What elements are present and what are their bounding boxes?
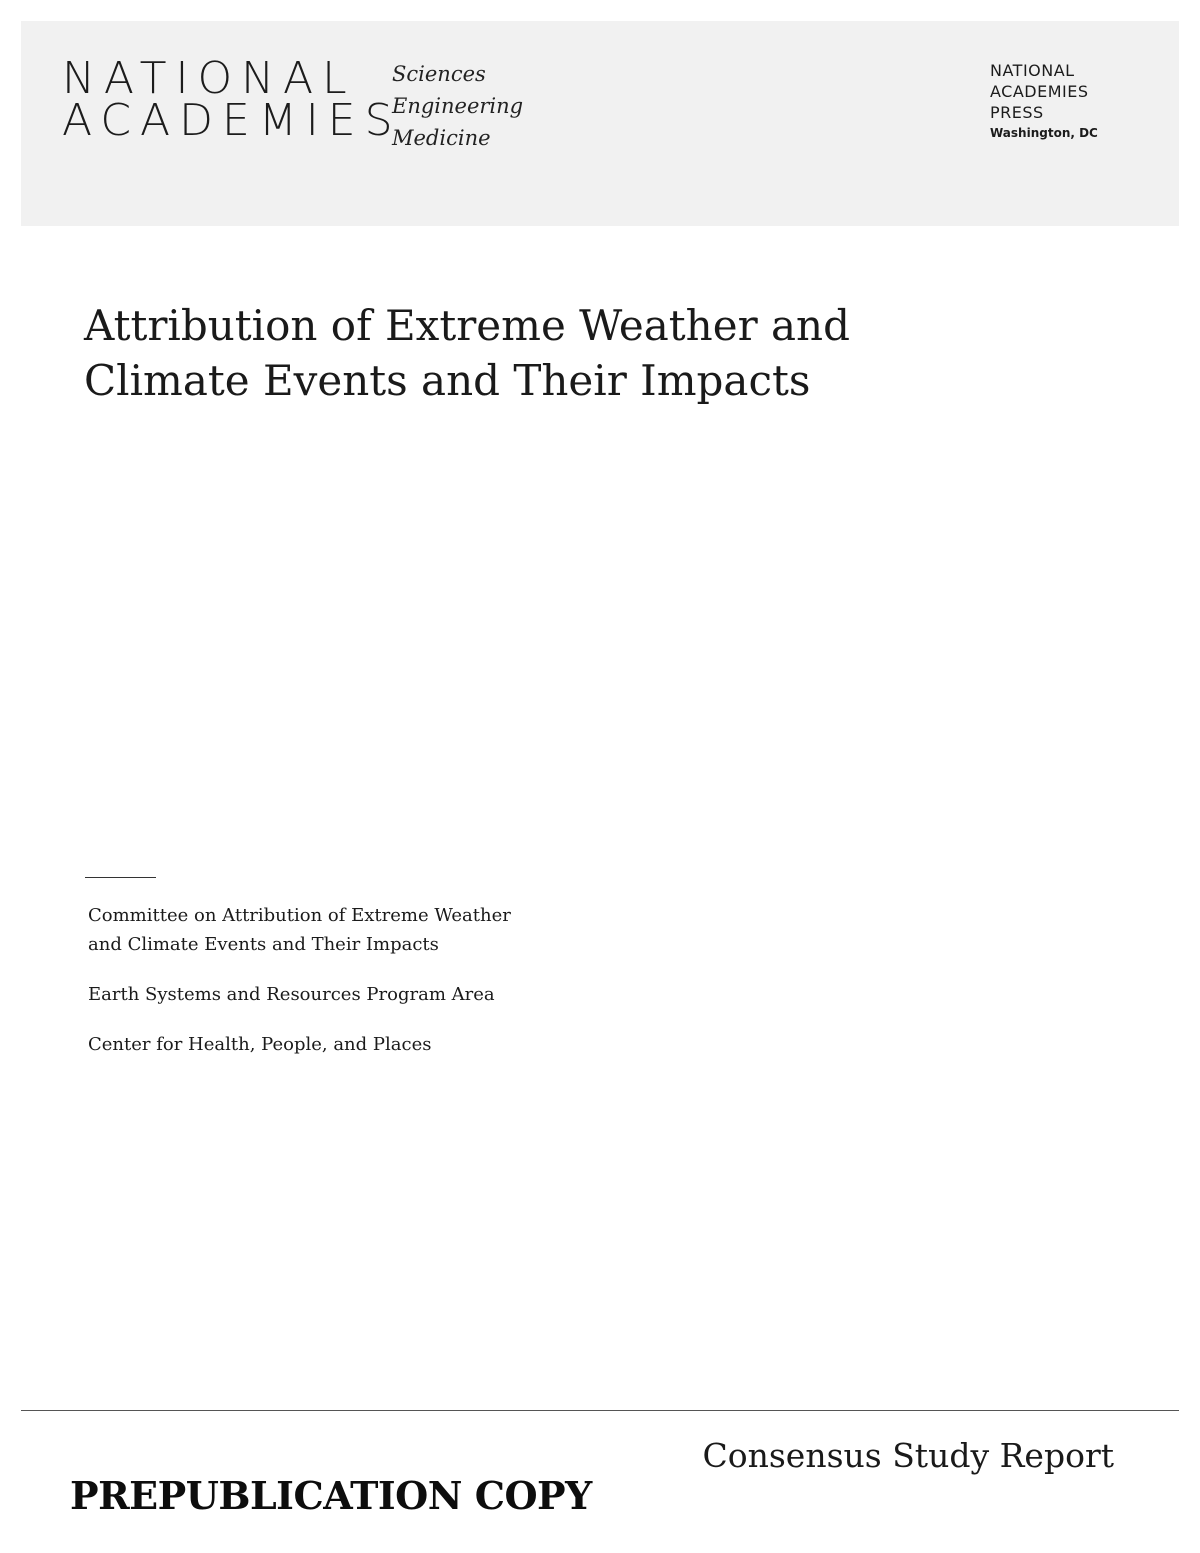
committee-name bbox=[88, 901, 568, 959]
report-type: Consensus Study Report bbox=[702, 1436, 1114, 1475]
press-line: PRESS bbox=[990, 103, 1044, 122]
press-line: ACADEMIES bbox=[990, 82, 1089, 101]
press-line: NATIONAL bbox=[990, 61, 1075, 80]
center-name bbox=[88, 1030, 568, 1059]
report-title bbox=[84, 298, 984, 408]
press-logo bbox=[990, 60, 1098, 143]
program-area bbox=[88, 980, 568, 1009]
field-medicine: Medicine bbox=[392, 126, 491, 150]
press-city: Washington, DC bbox=[990, 126, 1098, 140]
national-academies-logo bbox=[62, 53, 402, 146]
logo-line: ACADEMIES bbox=[62, 95, 402, 146]
footer-divider bbox=[21, 1410, 1179, 1411]
academies-fields bbox=[392, 58, 523, 154]
title-line: Attribution of Extreme Weather and bbox=[84, 301, 850, 350]
title-line: Climate Events and Their Impacts bbox=[84, 356, 811, 405]
unit-line: Earth Systems and Resources Program Area bbox=[88, 984, 495, 1005]
logo-line: NATIONAL bbox=[62, 53, 356, 104]
unit-line: and Climate Events and Their Impacts bbox=[88, 934, 439, 955]
prepublication-label: PREPUBLICATION COPY bbox=[70, 1473, 592, 1518]
unit-line: Committee on Attribution of Extreme Weather bbox=[88, 905, 511, 926]
field-sciences: Sciences bbox=[392, 62, 486, 86]
field-engineering: Engineering bbox=[392, 94, 524, 118]
unit-line: Center for Health, People, and Places bbox=[88, 1034, 432, 1055]
authoring-units bbox=[88, 901, 568, 1080]
divider bbox=[85, 877, 156, 878]
